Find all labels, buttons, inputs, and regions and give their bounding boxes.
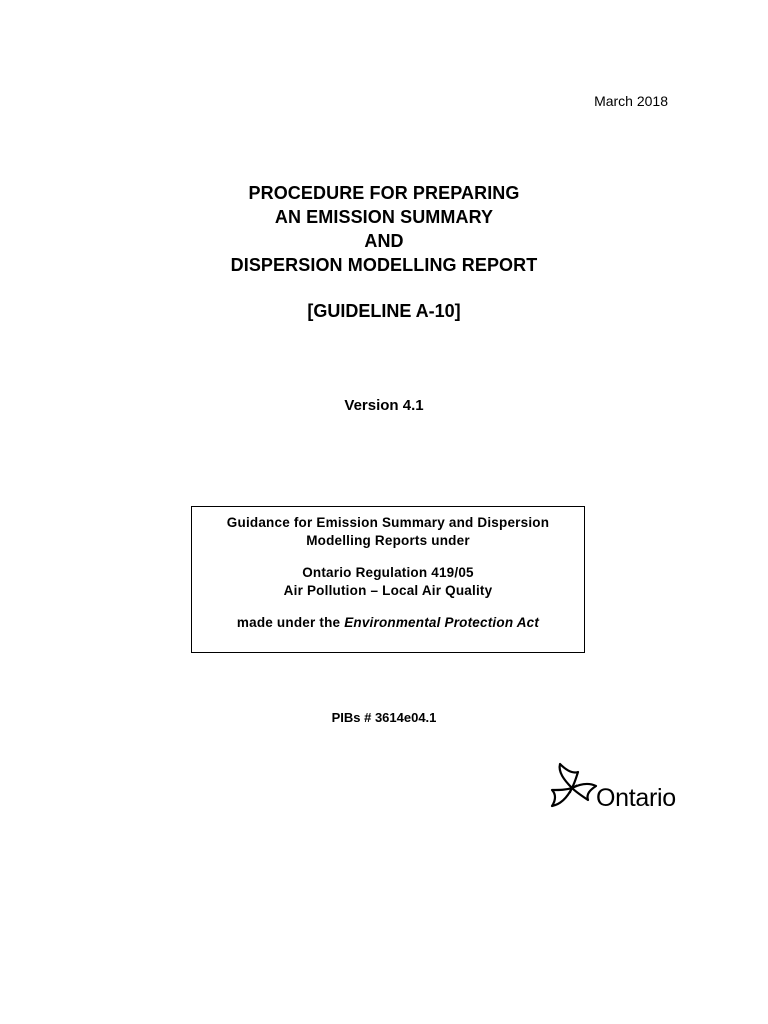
trillium-icon bbox=[548, 760, 598, 816]
guidance-line-5 bbox=[192, 614, 584, 632]
guidance-line-3: Ontario Regulation 419/05 bbox=[302, 565, 474, 580]
guidance-line-2: Modelling Reports under bbox=[306, 533, 470, 548]
version-label: Version 4.1 bbox=[344, 397, 424, 414]
document-title bbox=[0, 181, 768, 277]
guideline-number: [GUIDELINE A-10] bbox=[307, 301, 461, 321]
guidance-gap bbox=[192, 600, 584, 614]
publication-date: March 2018 bbox=[594, 93, 668, 109]
guidance-line-1: Guidance for Emission Summary and Dispersion bbox=[226, 515, 550, 530]
title-line-4: DISPERSION MODELLING REPORT bbox=[230, 255, 538, 275]
guidance-line-4: Air Pollution – Local Air Quality bbox=[283, 583, 493, 598]
ontario-logo bbox=[548, 760, 693, 816]
guidance-line-5-prefix: made under the bbox=[236, 615, 345, 630]
act-name: Environmental Protection Act bbox=[344, 615, 540, 630]
title-line-3: AND bbox=[364, 231, 404, 251]
guidance-box bbox=[191, 506, 585, 653]
title-line-2: AN EMISSION SUMMARY bbox=[274, 207, 494, 227]
title-line-1: PROCEDURE FOR PREPARING bbox=[248, 183, 520, 203]
guidance-gap bbox=[192, 550, 584, 564]
pibs-number: PIBs # 3614e04.1 bbox=[331, 710, 437, 725]
ontario-wordmark: Ontario bbox=[596, 784, 676, 812]
